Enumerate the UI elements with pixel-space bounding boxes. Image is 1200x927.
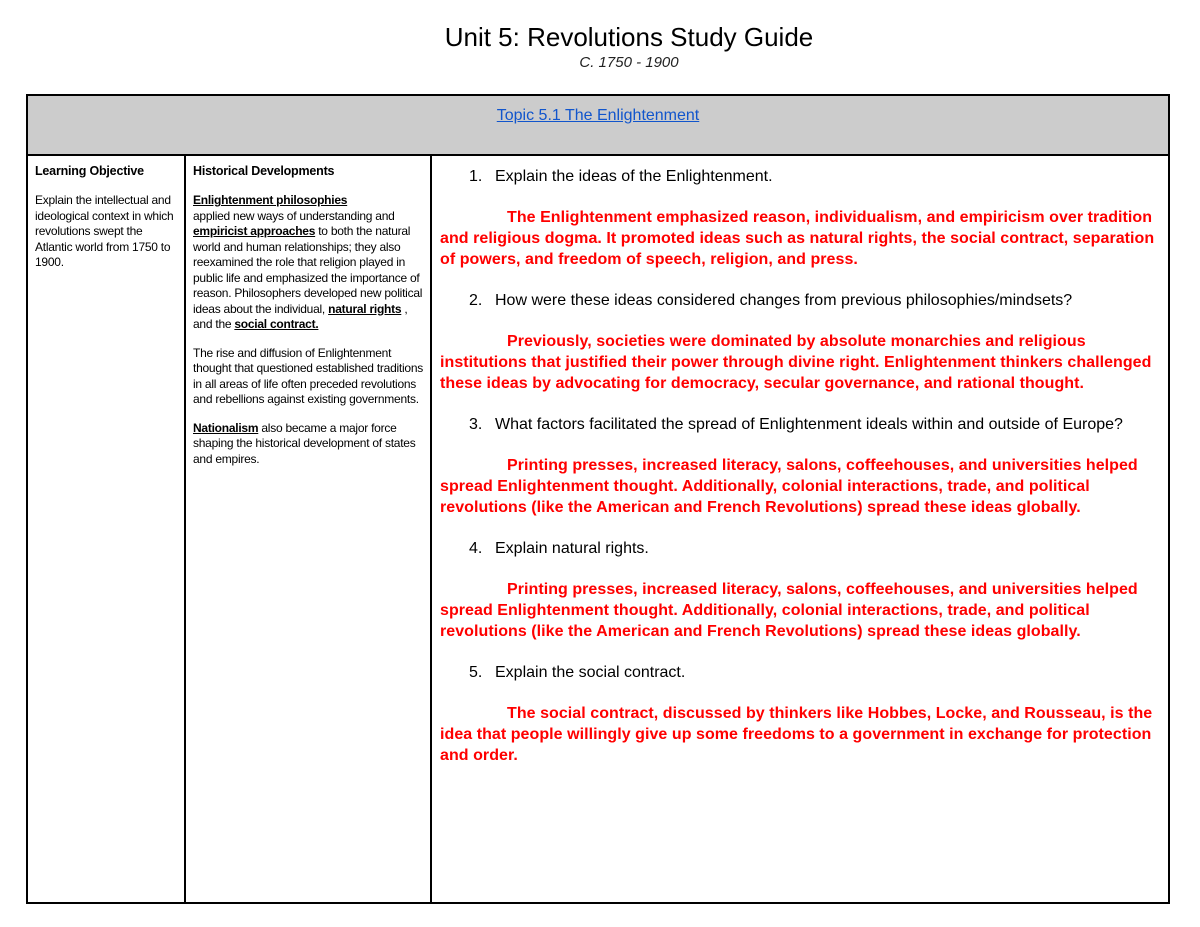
question: 2. How were these ideas considered changes from previous philosophies/mindsets? [469,292,1073,309]
term-social-contract: social contract. [234,317,319,331]
question-item [440,662,1162,766]
study-guide-table [26,94,1170,904]
question-number: 3. [469,416,483,433]
questions-column [432,156,1168,902]
page-subtitle: C. 1750 - 1900 [579,54,679,71]
question-number: 4. [469,540,483,557]
hd-paragraph-3: Nationalism also became a major force shaping the historical development of states and empires. [193,420,416,466]
answer: Printing presses, increased literacy, salons, coffeehouses, and universities helped spread Enlightenment thought. Additionally, colonial interactions, trade, and political revolutions (like the American and French Revolutions) spread these ideas globally. [440,581,1138,640]
learning-objective-column [28,156,186,902]
question: 4. Explain natural rights. [469,540,649,557]
question-item [440,414,1162,518]
question-number: 5. [469,664,483,681]
topic-header [28,96,1168,156]
question-item [440,166,1162,270]
question-number: 1. [469,168,483,185]
question: 1. Explain the ideas of the Enlightenment. [469,168,773,185]
question: 5. Explain the social contract. [469,664,686,681]
historical-developments-text [193,193,423,467]
term-nationalism: Nationalism [193,420,259,435]
hd-paragraph-2: The rise and diffusion of Enlightenment thought that questioned established traditions in all areas of life often preceded revolutions and rebellions against existing governments. [193,345,424,406]
term-empiricist-approaches: empiricist approaches [193,224,316,238]
historical-developments-heading: Historical Developments [193,164,335,178]
learning-objective-text: Explain the intellectual and ideological context in which revolutions swept the Atlantic world from 1750 to 1900. [35,193,174,269]
question-item [440,538,1162,642]
topic-link[interactable]: Topic 5.1 The Enlightenment [496,107,700,124]
question-number: 2. [469,292,483,309]
historical-developments-column [186,156,432,902]
page-title: Unit 5: Revolutions Study Guide [444,22,814,52]
answer: The social contract, discussed by thinkers like Hobbes, Locke, and Rousseau, is the idea that people willingly give up some freedoms to a government in exchange for protection and order. [440,705,1153,764]
question-item [440,290,1162,394]
term-enlightenment-philosophies: Enlightenment philosophies [193,193,348,207]
term-natural-rights: natural rights [328,301,402,316]
answer: Previously, societies were dominated by absolute monarchies and religious institutions that justified their power through divine right. Enlightenment thinkers challenged these ideas by advocating for democracy, secular governance, and rational thought. [440,333,1152,392]
learning-objective-heading: Learning Objective [35,164,144,178]
hd-paragraph-1: Enlightenment philosophies applied new ways of understanding and empiricist approaches to both the natural world and human relationships; they also reexamined the role that religion played in public life and emphasized the importance of reason. Philosophers developed new political ideas about the individual, natural rights , and the social contract. [193,193,423,331]
answer: The Enlightenment emphasized reason, individualism, and empiricism over tradition and religious dogma. It promoted ideas such as natural rights, the social contract, separation of powers, and freedom of speech, religion, and press. [440,209,1155,268]
question: 3. What factors facilitated the spread of Enlightenment ideals within and outside of Europe? [469,416,1123,433]
answer: Printing presses, increased literacy, salons, coffeehouses, and universities helped spread Enlightenment thought. Additionally, colonial interactions, trade, and political revolutions (like the American and French Revolutions) spread these ideas globally. [440,457,1138,516]
